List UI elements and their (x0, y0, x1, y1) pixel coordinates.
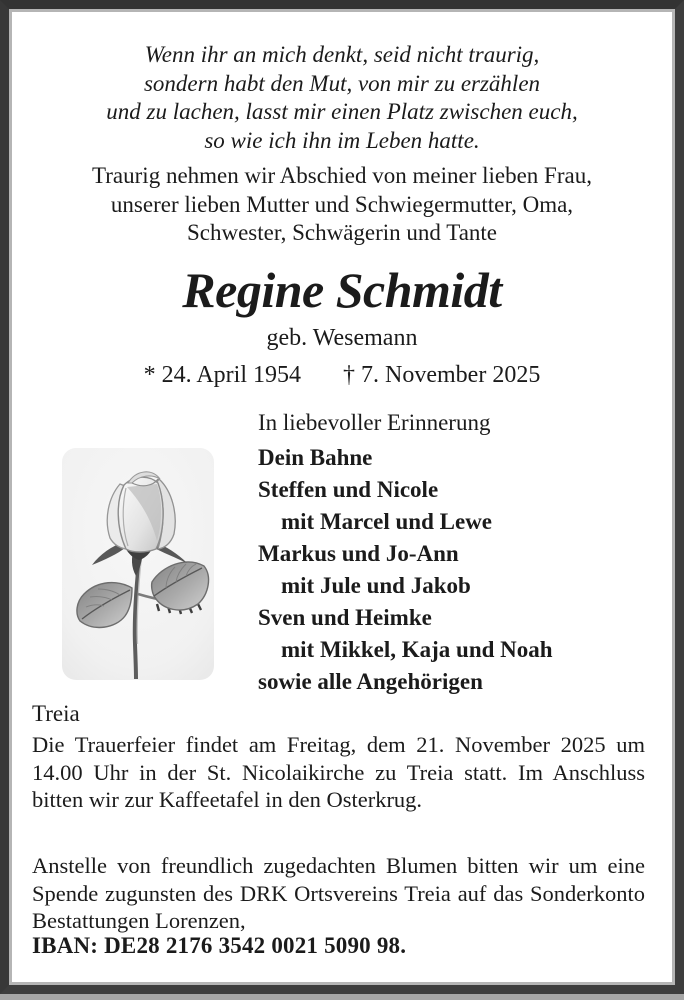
birth-date: * 24. April 1954 (143, 362, 302, 388)
donation-request: Anstelle von freundlich zugedachten Blumen bitten wir um eine Spende zugunsten des DRK Ortsvereins Treia auf das Sonderkonto Bestattungen Lorenzen, (32, 853, 645, 934)
poem-line: sondern habt den Mut, von mir zu erzählen (143, 70, 541, 96)
poem-line: Wenn ihr an mich denkt, seid nicht traurig, (144, 42, 540, 67)
mourner-line: mit Jule und Jakob (281, 573, 471, 598)
mourner-line: Sven und Heimke (258, 605, 432, 630)
maiden-name: geb. Wesemann (266, 325, 418, 351)
remembrance-note: In liebevoller Erinnerung (258, 410, 491, 435)
place-name: Treia (32, 701, 80, 726)
iban-line: IBAN: DE28 2176 3542 0021 5090 98. (32, 933, 407, 958)
mourner-line: Markus und Jo-Ann (258, 541, 459, 566)
rose-image (62, 448, 214, 680)
rose-sketch-svg (62, 448, 214, 680)
deceased-name: Regine Schmidt (182, 262, 502, 318)
life-dates (12, 361, 672, 390)
intro-line: unserer lieben Mutter und Schwiegermutter, Oma, (110, 191, 574, 217)
mourner-line: sowie alle Angehörigen (258, 669, 483, 694)
farewell-intro (12, 162, 672, 248)
poem-line: und zu lachen, lasst mir einen Platz zwischen euch, (106, 99, 578, 124)
intro-line: Traurig nehmen wir Abschied von meiner lieben Frau, (92, 163, 592, 188)
mourner-line: mit Marcel und Lewe (281, 509, 493, 534)
mourner-line: Dein Bahne (258, 445, 373, 470)
intro-line: Schwester, Schwägerin und Tante (186, 220, 498, 245)
funeral-details: Die Trauerfeier findet am Freitag, dem 21. November 2025 um 14.00 Uhr in der St. Nicolaikirche zu Treia statt. Im Anschluss bitten wir zur Kaffeetafel in den Osterkrug. (32, 732, 645, 813)
mourners-list (258, 442, 553, 698)
poem-line: so wie ich ihn im Leben hatte. (204, 127, 480, 153)
notice-content (12, 12, 672, 982)
memorial-poem (12, 41, 672, 155)
death-date: † 7. November 2025 (343, 362, 541, 388)
mourner-line: Steffen und Nicole (258, 477, 439, 502)
mourner-line: mit Mikkel, Kaja und Noah (281, 637, 553, 662)
